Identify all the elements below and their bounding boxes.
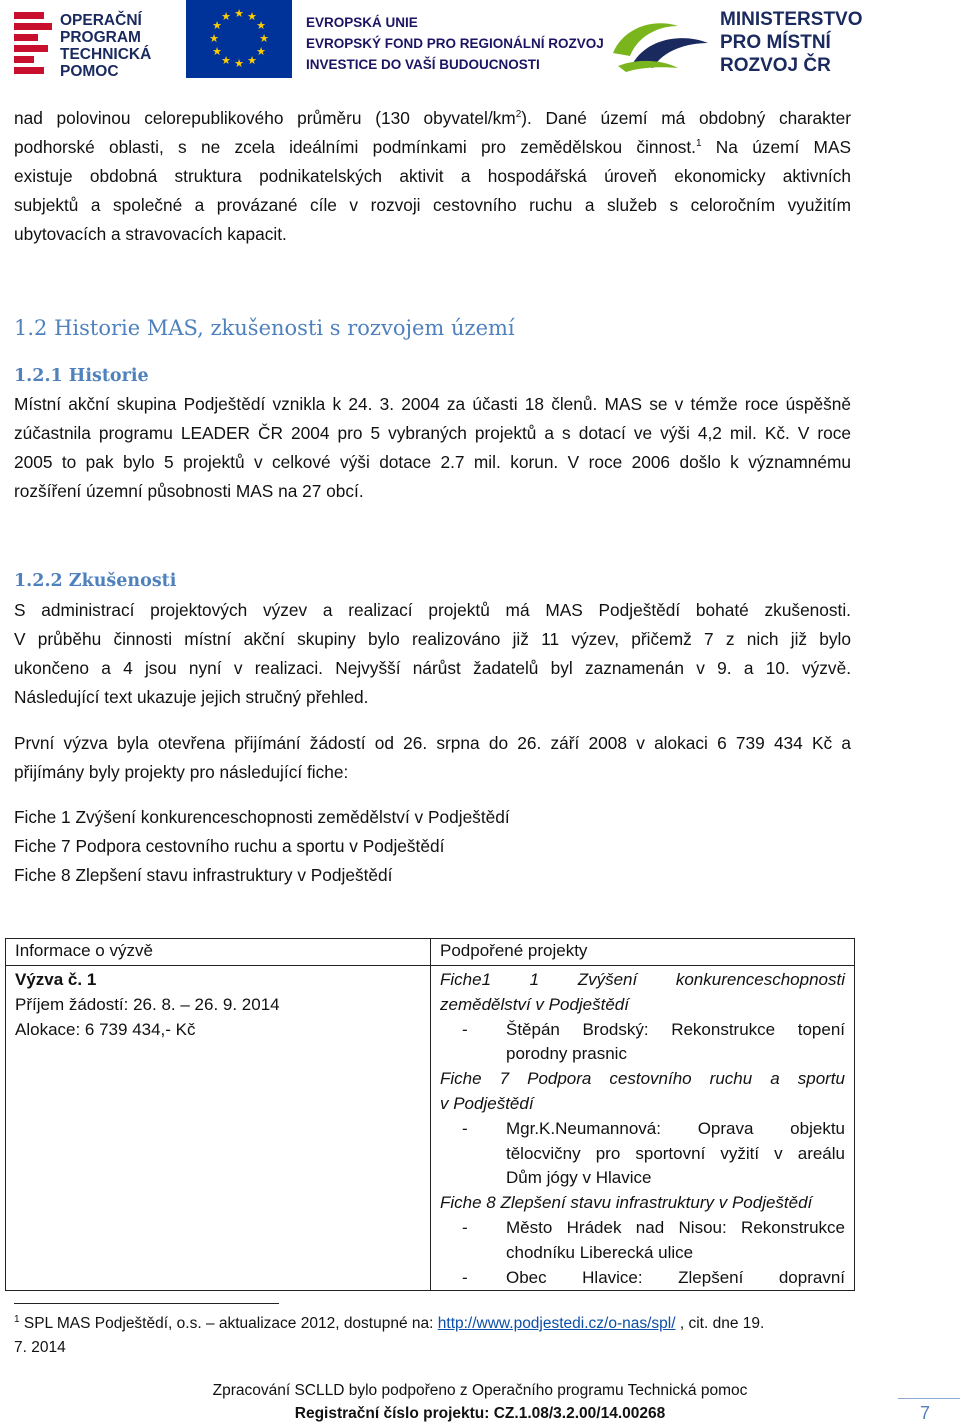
- svg-text:★: ★: [212, 45, 222, 58]
- svg-text:★: ★: [247, 54, 257, 67]
- mmr-text-line: ROZVOJ ČR: [720, 55, 831, 76]
- call-info-table: [5, 938, 855, 1291]
- op-logo-line: PROGRAM: [60, 29, 141, 46]
- op-logo-bars-icon: [14, 12, 52, 74]
- first-call-line: První výzva byla otevřena přijímání žádostí od 26. srpna do 26. září 2008 v alokaci 6 739 434 Kč a: [14, 733, 851, 753]
- history-line: zúčastnila programu LEADER ČR 2004 pro 5 vybraných projektů a s dotací ve výši 4,2 mil. Kč. V roce: [14, 423, 851, 443]
- table-row: [6, 966, 855, 1291]
- op-logo-line: POMOC: [60, 63, 119, 80]
- mmr-swirl-icon: [608, 8, 713, 74]
- op-logo-line: TECHNICKÁ: [60, 46, 152, 63]
- svg-text:★: ★: [234, 57, 244, 70]
- fiche-list: [14, 803, 851, 890]
- experience-line: V průběhu činnosti místní akční skupiny bylo realizováno již 11 výzev, přičemž 7 z nich již bylo: [14, 629, 851, 649]
- intro-line: podhorské oblasti, s ne zcela ideálními podmínkami pro zemědělskou činnost.$^1$ Na území MAS: [14, 137, 851, 157]
- call-dates: Příjem žádostí: 26. 8. – 26. 9. 2014: [15, 994, 280, 1014]
- section-heading-1-2-2: 1.2.2 Zkušenosti: [14, 571, 177, 591]
- fiche-heading: Fiche 8 Zlepšení stavu infrastruktury v Podještědí: [440, 1193, 813, 1213]
- experience-paragraph: [14, 596, 851, 712]
- table-header-cell: Informace o výzvě: [6, 939, 431, 966]
- history-paragraph: [14, 390, 851, 506]
- history-line: Místní akční skupina Podještědí vznikla k 24. 3. 2004 za účasti 18 členů. MAS se v témže roce úspěšně: [14, 394, 851, 414]
- svg-text:★: ★: [256, 45, 266, 58]
- history-line: 2005 to pak bylo 5 projektů v celkové výši dotace 2.7 mil. korun. V roce 2006 došlo k významnému: [14, 452, 851, 472]
- svg-text:★: ★: [221, 10, 231, 23]
- svg-text:★: ★: [247, 10, 257, 23]
- op-technicka-pomoc-logo: [14, 10, 174, 78]
- experience-line: S administrací projektových výzev a realizací projektů má MAS Podještědí bohaté zkušenosti.: [14, 600, 851, 620]
- page-number-divider: [898, 1398, 960, 1399]
- intro-line: nad polovinou celorepublikového průměru (130 obyvatel/$km^2$). Dané území má obdobný charakter: [14, 108, 851, 128]
- table-header-cell: Podpořené projekty: [431, 939, 855, 966]
- first-call-line: přijímány byly projekty pro následující fiche:: [14, 762, 349, 782]
- eu-text-line: EVROPSKÁ UNIE: [306, 15, 418, 30]
- fiche-item: Fiche 8 Zlepšení stavu infrastruktury v Podještědí: [14, 865, 393, 885]
- fiche-heading: Fiche 7 Podpora cestovního ruchu a sportu: [440, 1069, 845, 1089]
- footnote: $^1$ SPL MAS Podještědí, o.s. – aktualizace 2012, dostupné na: http://www.podjestedi.cz/o-nas/spl/ , cit. dne 19. 7. 2014: [14, 1313, 765, 1356]
- mmr-logo: [608, 8, 958, 74]
- section-heading-1-2: 1.2 Historie MAS, zkušenosti s rozvojem území: [14, 316, 515, 340]
- supported-projects-cell: [431, 966, 855, 1291]
- call-allocation: Alokace: 6 739 434,- Kč: [15, 1019, 196, 1039]
- footnote-date: 7. 2014: [14, 1339, 66, 1356]
- eu-fund-text: [306, 12, 604, 75]
- footnote-number: 1: [14, 1313, 20, 1325]
- experience-line: Následující text ukazuje jejich stručný přehled.: [14, 687, 369, 707]
- first-call-paragraph: [14, 729, 851, 787]
- page-number: 7: [920, 1403, 931, 1423]
- footer-registration-number: Registrační číslo projektu: CZ.1.08/3.2.00/14.00268: [294, 1405, 666, 1422]
- fiche-item: Fiche 7 Podpora cestovního ruchu a sportu v Podještědí: [14, 836, 445, 856]
- fiche-heading: zemědělství v Podještědí: [440, 994, 629, 1014]
- table-header-row: [6, 939, 855, 966]
- svg-text:★: ★: [212, 19, 222, 32]
- svg-text:★: ★: [256, 19, 266, 32]
- project-item: - Obec Hlavice: Zlepšení dopravní: [462, 1267, 845, 1287]
- history-line: rozšíření územní působnosti MAS na 27 obcí.: [14, 481, 364, 501]
- call-info-cell: [6, 966, 431, 1291]
- footnote-divider: [14, 1303, 279, 1304]
- eu-text-line: INVESTICE DO VAŠÍ BUDOUCNOSTI: [306, 57, 540, 72]
- svg-text:★: ★: [221, 54, 231, 67]
- intro-line: ubytovacích a stravovacích kapacit.: [14, 224, 287, 244]
- project-item: - Štěpán Brodský: Rekonstrukce topení porodny prasnic: [462, 1019, 845, 1064]
- svg-text:★: ★: [259, 32, 269, 45]
- fiche-item: Fiche 1 Zvýšení konkurenceschopnosti zemědělství v Podještědí: [14, 807, 510, 827]
- mmr-text-line: MINISTERSTVO: [720, 9, 863, 30]
- op-logo-line: OPERAČNÍ: [60, 12, 142, 29]
- intro-line: existuje obdobná struktura podnikatelských aktivit a hospodářská úroveň ekonomicky aktivních: [14, 166, 851, 186]
- svg-text:★: ★: [209, 32, 219, 45]
- svg-text:★: ★: [234, 7, 244, 20]
- project-item: - Město Hrádek nad Nisou: Rekonstrukce chodníku Liberecká ulice: [462, 1217, 845, 1262]
- eu-text-line: EVROPSKÝ FOND PRO REGIONÁLNÍ ROZVOJ: [306, 36, 604, 51]
- section-heading-1-2-1: 1.2.1 Historie: [14, 366, 149, 386]
- footer-funding-note: Zpracování SCLLD bylo podpořeno z Operačního programu Technická pomoc: [212, 1382, 748, 1399]
- project-item: - Mgr.K.Neumannová: Oprava objektu tělocvičny pro sportovní vyžití v areálu Dům jógy v Hlavice: [462, 1118, 845, 1188]
- intro-line: subjektů a společné a provázané cíle v rozvoji cestovního ruchu a služeb s celoročním využitím: [14, 195, 851, 215]
- experience-line: ukončeno a 4 jsou nyní v realizaci. Nejvyšší nárůst žadatelů byl zaznamenán v 9. a 10. výzvě.: [14, 658, 851, 678]
- footnote-link[interactable]: http://www.podjestedi.cz/o-nas/spl/: [437, 1315, 676, 1332]
- eu-flag-icon: [186, 0, 292, 78]
- intro-paragraph: [14, 104, 851, 249]
- mmr-text-line: PRO MÍSTNÍ: [720, 32, 831, 53]
- fiche-heading: v Podještědí: [440, 1093, 534, 1113]
- fiche-heading: Fiche1 1 Zvýšení konkurenceschopnosti: [440, 970, 845, 989]
- call-title: Výzva č. 1: [15, 970, 97, 989]
